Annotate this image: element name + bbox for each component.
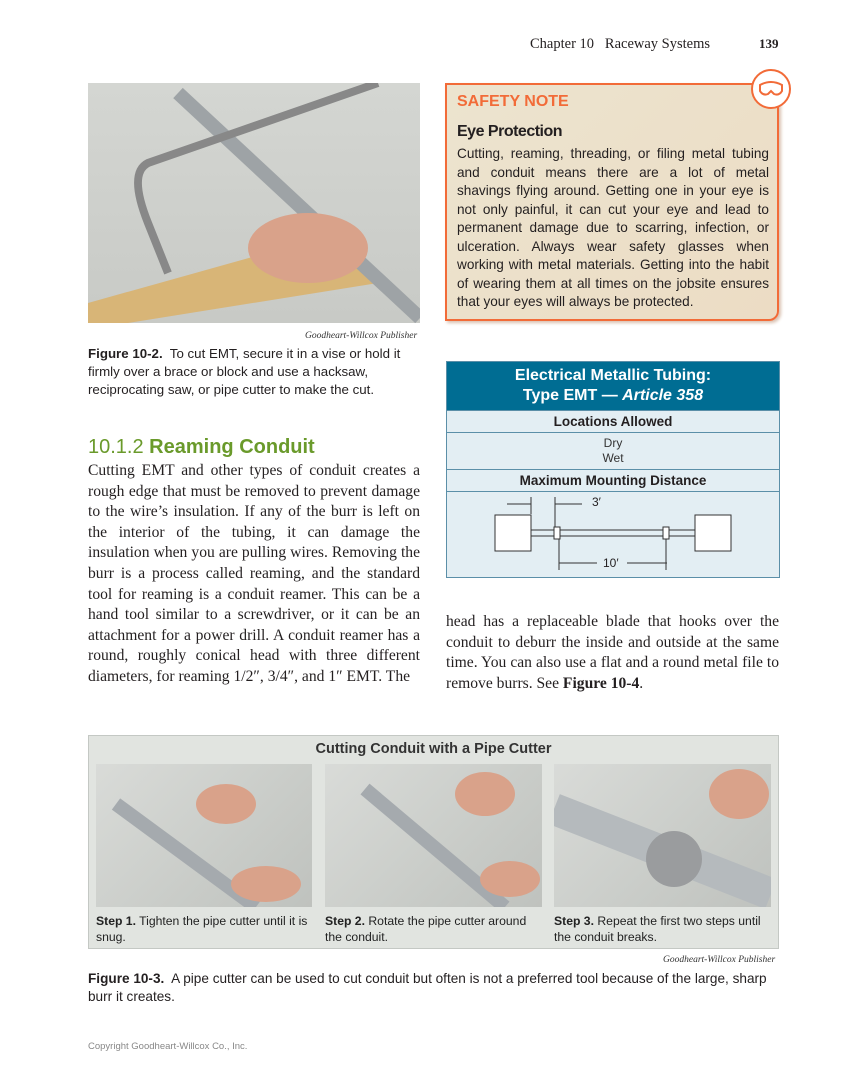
figure-label: Figure 10-2. <box>88 346 163 361</box>
step-1-photo <box>96 764 312 907</box>
step-label: Step 2. <box>325 914 365 928</box>
title-line-2: Type EMT — <box>522 387 623 404</box>
paragraph-end: . <box>639 674 644 692</box>
locations-header: Locations Allowed <box>447 410 779 432</box>
article-number: Article 358 <box>622 387 704 404</box>
section-title: Reaming Conduit <box>149 436 315 458</box>
copyright-footer: Copyright Goodheart-Willcox Co., Inc. <box>88 1041 248 1052</box>
step-text: Tighten the pipe cutter until it is snug. <box>96 914 308 944</box>
paragraph-text: head has a replaceable blade that hooks over the conduit to deburr the inside and outside at the same time. You can also use a flat and a round metal file to remove burrs. See <box>446 613 779 692</box>
caption-text: To cut EMT, secure it in a vise or hold it firmly over a brace or block and use a hacksaw, reciprocating saw, or pipe cutter to make the cut. <box>88 346 401 397</box>
safety-note-text: Cutting, reaming, threading, or filing metal tubing and conduit means there are a lot of metal shavings flying around. Getting one in your eye is not only painful, it can cut your eye and lead to permanent damage due to scarring, infection, or ulceration. Always wear safety glasses when working with metal materials. Getting into the habit of wearing them at all times on the jobsite ensures that your eyes will always be protected. <box>457 146 769 309</box>
distance-3ft: 3′ <box>592 495 601 509</box>
mounting-header: Maximum Mounting Distance <box>447 469 779 491</box>
figure-10-3-panel <box>88 735 779 949</box>
body-paragraph-right <box>446 612 779 694</box>
safety-note-label: SAFETY NOTE <box>457 93 569 110</box>
location-dry: Dry <box>603 436 623 450</box>
figure-10-3-credit: Goodheart-Willcox Publisher <box>663 955 776 965</box>
figure-10-2-photo <box>88 83 420 323</box>
safety-note-title: Eye Protection <box>457 123 563 140</box>
step-3-photo <box>554 764 771 907</box>
locations-cell <box>447 432 779 469</box>
figure-reference-link[interactable]: Figure 10-4 <box>562 674 640 692</box>
location-wet: Wet <box>602 451 624 465</box>
figure-label: Figure 10-3. <box>88 971 165 986</box>
figure-10-2-caption <box>88 345 423 399</box>
body-paragraph-left: Cutting EMT and other types of conduit creates a rough edge that must be removed to prevent damage to the wire’s insulation. If any of the burr is left on the interior of the tubing, it can damage the insulation when you are pulling wires. Removing the burr is a process called reaming, and the standard tool for reaming is a conduit reamer. This can be a hand tool similar to a screwdriver, or it can be an attachment for a power drill. A conduit reamer has a round, roughly conical head with three different diameters, for reaming 1/2″, 3/4″, and 1″ EMT. The <box>88 462 420 685</box>
step-1-caption <box>96 913 311 945</box>
section-number: 10.1.2 <box>88 436 144 458</box>
running-header: Chapter 10 Raceway Systems <box>530 36 711 52</box>
step-label: Step 1. <box>96 914 136 928</box>
distance-10ft: 10′ <box>603 556 619 570</box>
safety-goggles-icon <box>751 69 791 109</box>
step-3-caption <box>554 913 769 945</box>
hacksaw-illustration <box>88 83 420 323</box>
table-title <box>447 362 779 410</box>
step-2-caption <box>325 913 540 945</box>
step-label: Step 3. <box>554 914 594 928</box>
title-line-1: Electrical Metallic Tubing: <box>514 367 712 384</box>
page-number: 139 <box>759 36 779 51</box>
figure-10-2-credit: Goodheart-Willcox Publisher <box>305 331 418 341</box>
section-heading <box>88 436 315 459</box>
step-2-photo <box>325 764 542 907</box>
figure-10-3-caption <box>88 970 778 1006</box>
step-text: Repeat the first two steps until the conduit breaks. <box>554 914 761 944</box>
step-text: Rotate the pipe cutter around the conduit. <box>325 914 527 944</box>
figure-10-3-title: Cutting Conduit with a Pipe Cutter <box>315 741 552 757</box>
mounting-diagram <box>447 491 779 577</box>
emt-table <box>446 361 780 578</box>
safety-note-box <box>445 83 779 321</box>
caption-text: A pipe cutter can be used to cut conduit but often is not a preferred tool because of the large, sharp burr it creates. <box>88 971 767 1004</box>
